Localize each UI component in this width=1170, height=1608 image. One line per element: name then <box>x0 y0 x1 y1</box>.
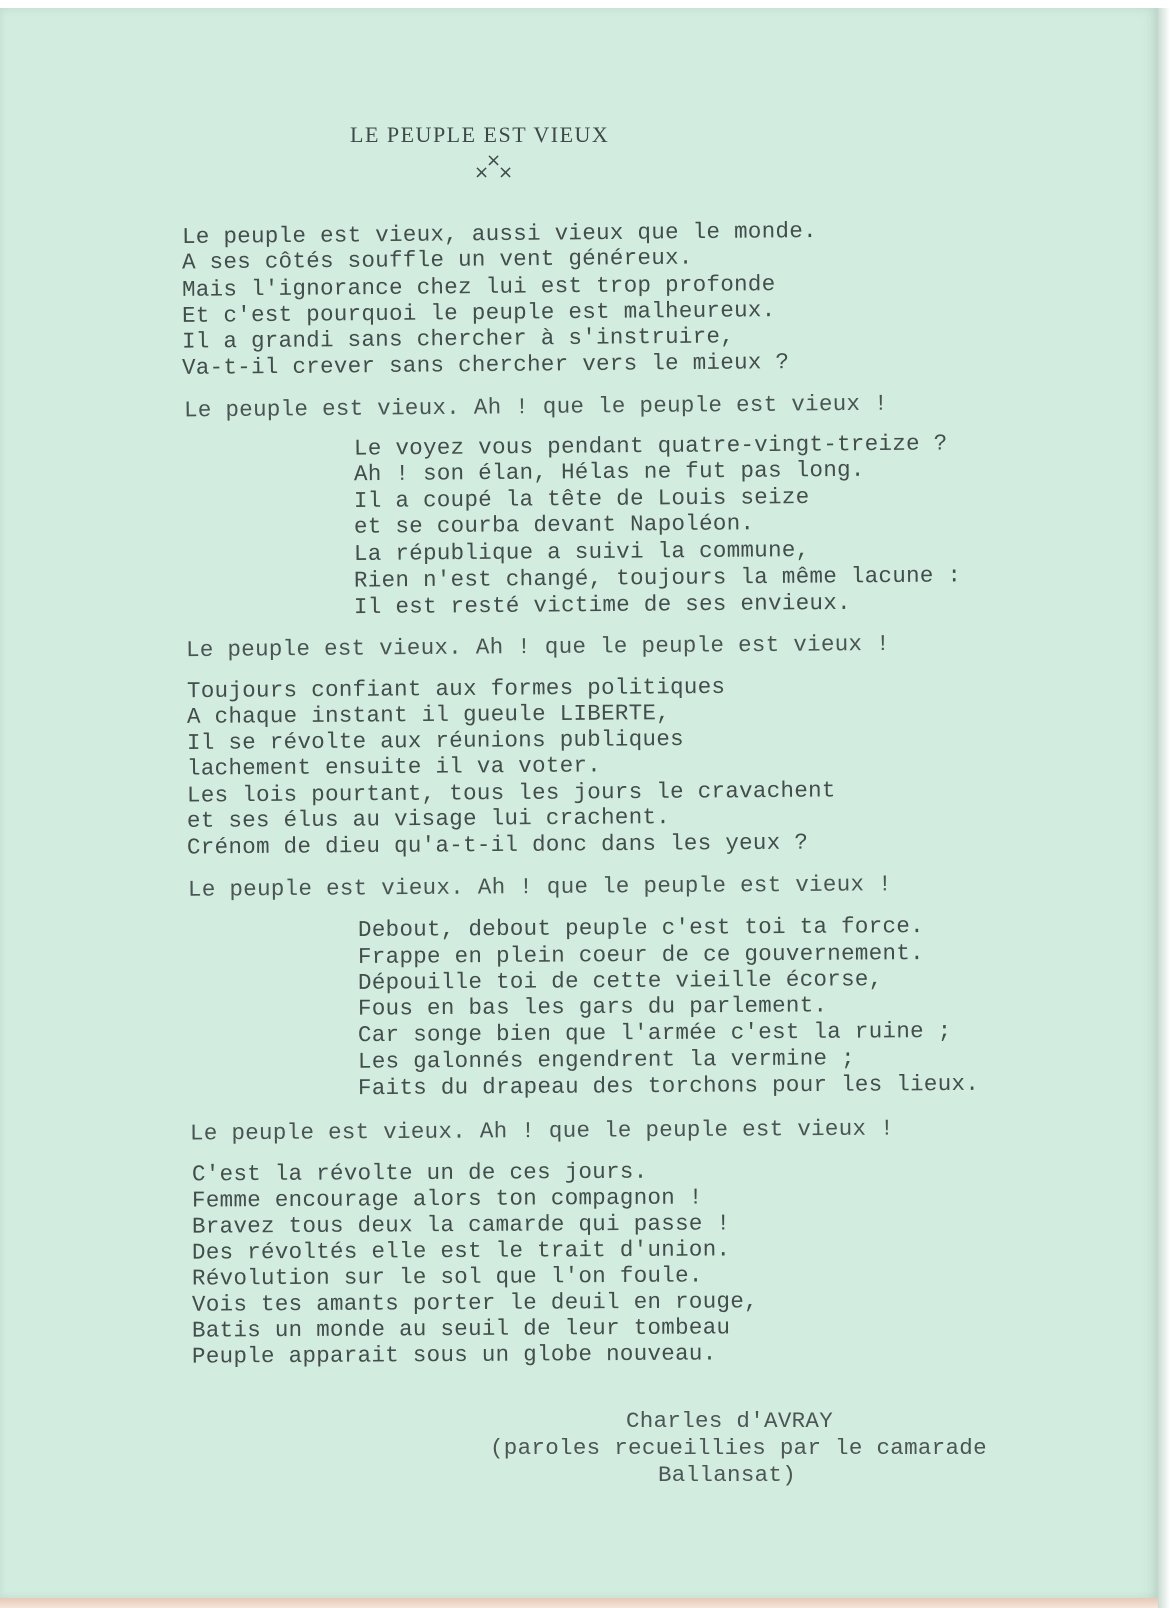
ornament-cross-top: × <box>486 150 502 171</box>
stanza1-line: A ses côtés souffle un vent généreux. <box>181 244 693 276</box>
stanza2-line: Ah ! son élan, Hélas ne fut pas long. <box>353 456 865 488</box>
stanza4-line: Dépouille toi de cette vieille écorse, <box>357 966 883 996</box>
stanza4-line: Fous en bas les gars du parlement. <box>357 992 828 1022</box>
credit-line-name: Ballansat) <box>658 1462 797 1488</box>
stanza3-line: Les lois pourtant, tous les jours le cravachent <box>186 777 836 809</box>
stanza5-line: Des révoltés elle est le trait d'union. <box>191 1236 731 1266</box>
refrain-line: Le peuple est vieux. Ah ! que le peuple est vieux ! <box>183 390 889 424</box>
stanza4-line: Les galonnés engendrent la vermine ; <box>357 1045 855 1075</box>
stanza5-line: C'est la révolte un de ces jours. <box>191 1158 648 1188</box>
stanza3-line: lachement ensuite il va voter. <box>186 752 602 782</box>
stanza1-line: Mais l'ignorance chez lui est trop profonde <box>181 271 776 303</box>
stanza5-line: Bravez tous deux la camarde qui passe ! <box>191 1210 731 1240</box>
credit-line: (paroles recueillies par le camarade <box>490 1435 987 1461</box>
refrain-line: Le peuple est vieux. Ah ! que le peuple est vieux ! <box>189 1115 895 1147</box>
title-ornament <box>474 152 524 192</box>
stanza1-line: Le peuple est vieux, aussi vieux que le monde. <box>181 217 818 251</box>
stanza3-line: et ses élus au visage lui crachent. <box>186 804 671 834</box>
stanza1-line: Et c'est pourquoi le peuple est malheureux. <box>181 297 776 329</box>
ornament-cross-right: × <box>498 162 514 183</box>
stanza5-line: Révolution sur le sol que l'on foule. <box>191 1262 703 1292</box>
refrain-line: Le peuple est vieux. Ah ! que le peuple est vieux ! <box>185 630 891 664</box>
bottom-edge <box>0 1598 1158 1608</box>
stanza2-line: Rien n'est changé, toujours la même lacune : <box>353 562 962 594</box>
stanza5-line: Vois tes amants porter le deuil en rouge, <box>191 1288 758 1318</box>
stanza5-line: Peuple apparait sous un globe nouveau. <box>191 1340 717 1370</box>
stanza2-line: Il est resté victime de ses envieux. <box>353 589 851 621</box>
stanza5-line: Batis un monde au seuil de leur tombeau <box>191 1314 731 1344</box>
stanza1-line: Il a grandi sans chercher à s'instruire, <box>181 323 735 355</box>
stanza2-line: et se courba devant Napoléon. <box>353 510 755 540</box>
author-name: Charles d'AVRAY <box>626 1408 834 1434</box>
stanza4-line: Car songe bien que l'armée c'est la ruine ; <box>357 1017 952 1049</box>
stanza3-line: Il se révolte aux réunions publiques <box>186 726 684 756</box>
stanza4-line: Debout, debout peuple c'est toi ta force. <box>357 913 924 943</box>
stanza1-line: Va-t-il crever sans chercher vers le mieux ? <box>181 349 790 381</box>
stanza3-line: A chaque instant il gueule LIBERTE, <box>186 700 671 730</box>
stanza5-line: Femme encourage alors ton compagnon ! <box>191 1184 703 1214</box>
ornament-cross-left: × <box>474 162 490 183</box>
poem-title: LE PEUPLE EST VIEUX <box>350 122 610 147</box>
stanza2-line: Il a coupé la tête de Louis seize <box>353 484 810 514</box>
stanza2-line: La république a suivi la commune, <box>353 537 810 567</box>
stanza2-line: Le voyez vous pendant quatre-vingt-treize ? <box>353 430 948 462</box>
stanza3-line: Crénom de dieu qu'a-t-il donc dans les yeux ? <box>186 829 809 861</box>
stanza4-line: Frappe en plein coeur de ce gouvernement. <box>357 940 924 970</box>
refrain-line: Le peuple est vieux. Ah ! que le peuple est vieux ! <box>187 871 893 903</box>
page-edge <box>1158 8 1170 1608</box>
stanza3-line: Toujours confiant aux formes politiques <box>186 673 726 705</box>
stanza4-line: Faits du drapeau des torchons pour les lieux. <box>357 1070 980 1102</box>
